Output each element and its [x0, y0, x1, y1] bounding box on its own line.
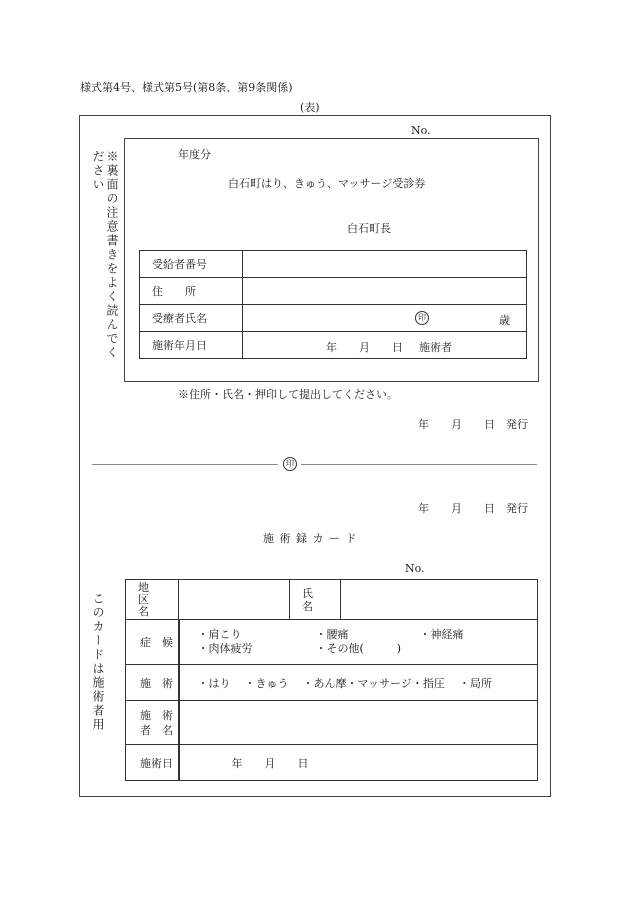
treatment-record-table [125, 579, 538, 781]
symptom-neuralgia[interactable]: ・神経痛 [419, 628, 464, 641]
ticket-instruction: ※住所・氏名・押印して提出してください。 [178, 388, 398, 401]
ticket-no-label: No. [411, 124, 431, 137]
row-treatment-day [126, 745, 538, 781]
seal-mark: 印 [415, 311, 429, 325]
practitioner-label: 施術者 [419, 341, 452, 354]
treatment-options[interactable] [179, 665, 538, 701]
patient-name-label: 受療者氏名 [140, 305, 243, 332]
symptom-shoulder[interactable]: ・肩こり [197, 628, 242, 641]
row-treatment [126, 665, 538, 701]
treatment-date-value: 年 月 日 [326, 341, 403, 354]
ticket-title: 白石町はり、きゅう、マッサージ受診券 [228, 177, 426, 190]
age-label: 歳 [499, 314, 510, 327]
treatment-massage[interactable]: ・あん摩・マッサージ・指圧 [302, 676, 445, 690]
row-practitioner [126, 701, 538, 745]
name-field[interactable] [341, 580, 538, 620]
area-label [126, 580, 179, 620]
symptom-label: 症 候 [126, 620, 179, 665]
treatment-date-label: 施術年月日 [140, 332, 243, 359]
symptom-fatigue[interactable]: ・肉体疲労 [197, 642, 253, 655]
card-issue-date: 年 月 日 発行 [418, 502, 528, 515]
symptom-back-pain[interactable]: ・腰痛 [315, 628, 349, 641]
form-number: 様式第4号、様式第5号(第8条、第9条関係) [80, 81, 293, 94]
treatment-hari[interactable]: ・はり [197, 676, 231, 690]
row-patient-name [140, 305, 527, 332]
row-recipient-number [140, 251, 527, 278]
ticket-issue-date: 年 月 日 発行 [418, 418, 528, 431]
row-area-name [126, 580, 538, 620]
practitioner-label-line-2: 者 名 [140, 723, 173, 737]
row-treatment-date [140, 332, 527, 359]
ticket-info-table [139, 250, 527, 359]
treatment-local[interactable]: ・局所 [458, 676, 492, 690]
row-symptoms [126, 620, 538, 665]
card-title: 施 術 録 カ ー ド [263, 532, 358, 545]
symptom-options[interactable] [179, 620, 538, 665]
cut-line-left [92, 464, 278, 465]
treatment-date-field[interactable] [243, 332, 527, 359]
row-address [140, 278, 527, 305]
address-label: 住 所 [140, 278, 243, 305]
symptom-line-1 [198, 628, 538, 642]
treatment-label: 施 術 [126, 665, 179, 701]
form-side-label: (表) [300, 101, 320, 114]
symptom-other[interactable]: ・その他( ) [315, 642, 402, 655]
treatment-day-value: 年 月 日 [231, 756, 309, 770]
treatment-day-field[interactable] [179, 745, 538, 781]
card-side-note: このカードは施術者用 [91, 592, 105, 732]
practitioner-label-line-1: 施 術 [140, 708, 173, 722]
address-field[interactable] [243, 278, 527, 305]
recipient-number-field[interactable] [243, 251, 527, 278]
ticket-issuer: 白石町長 [347, 222, 391, 235]
cut-line-right [301, 464, 537, 465]
card-no-label: No. [405, 562, 425, 575]
recipient-number-label: 受給者番号 [140, 251, 243, 278]
treatment-day-label: 施術日 [126, 745, 179, 781]
ticket-side-note: ※裏面の注意書きをよく読んでください [91, 150, 119, 360]
area-label-text: 地区名 [138, 580, 149, 618]
ticket-year-label: 年度分 [178, 148, 211, 161]
name-label-text: 氏名 [302, 586, 313, 613]
treatment-kyu[interactable]: ・きゅう [244, 676, 289, 690]
patient-name-field[interactable] [243, 305, 527, 332]
divider-seal: 印 [283, 457, 297, 471]
practitioner-name-field[interactable] [179, 701, 538, 745]
practitioner-name-label [126, 701, 179, 745]
area-field[interactable] [179, 580, 290, 620]
symptom-line-2 [198, 642, 538, 656]
name-label [290, 580, 341, 620]
